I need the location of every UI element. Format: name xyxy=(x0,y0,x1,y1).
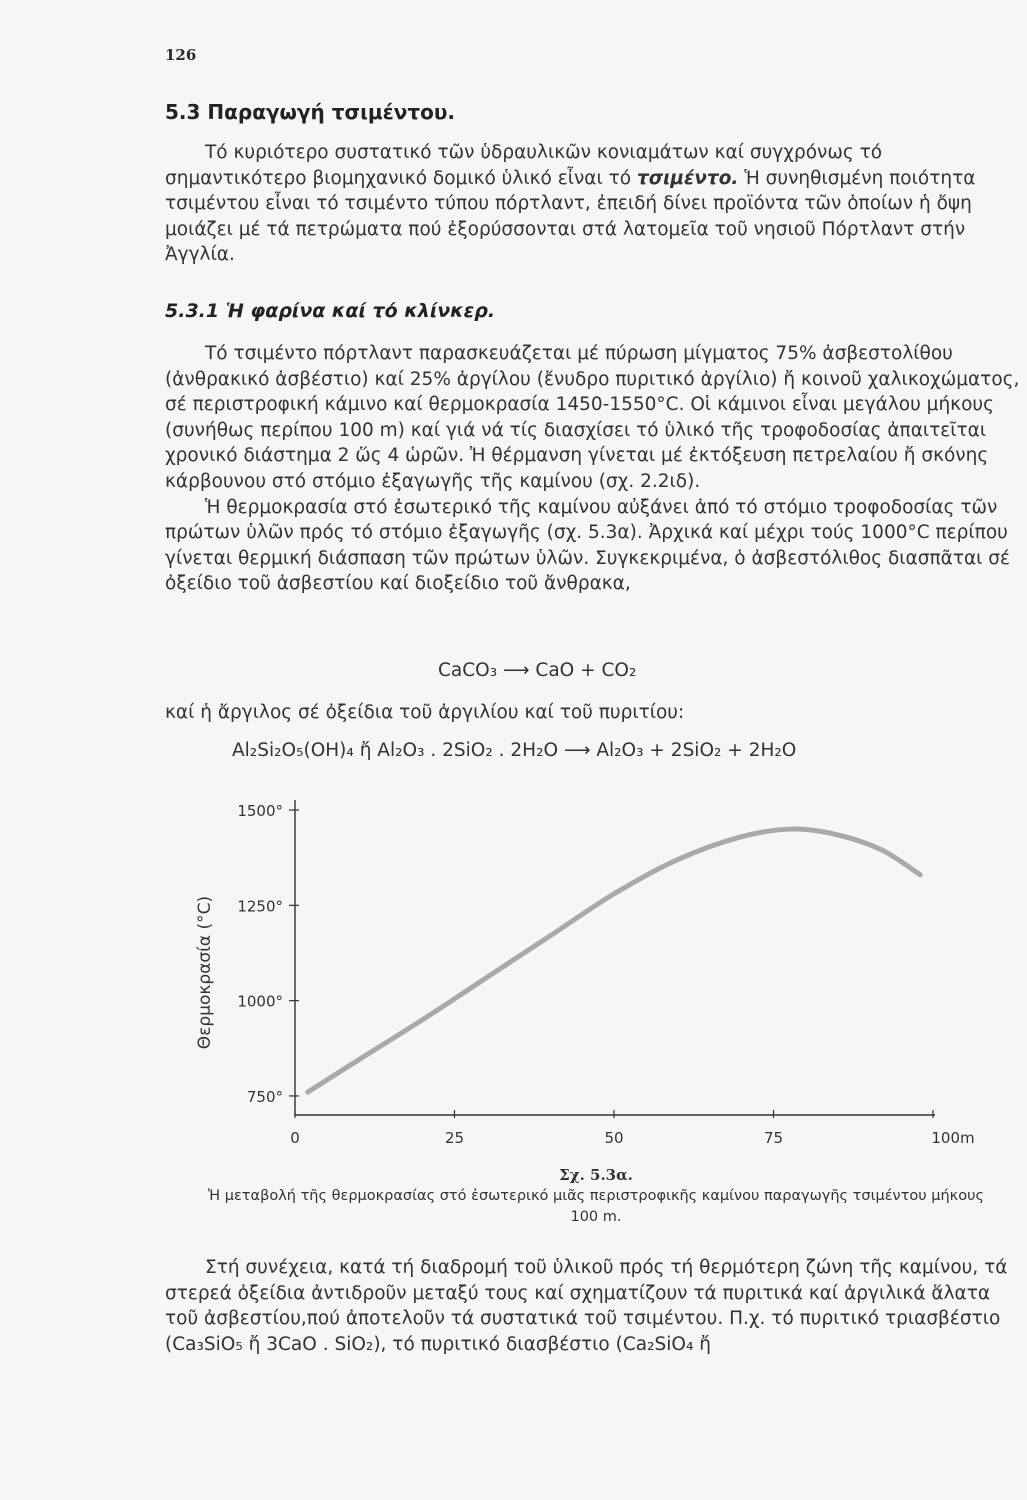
intro-paragraph xyxy=(165,140,1025,268)
y-tick-label: 1250° xyxy=(237,897,283,916)
paragraph-1: Τό τσιμέντο πόρτλαντ παρασκευάζεται μέ πύρωση μίγματος 75% ἀσβεστολίθου (ἀνθρακικό ἀσβέστιο) καί 25% ἀργίλου (ἔνυδρο πυριτικό ἀργίλιο) ἤ κοινοῦ χαλικοχώματος, σέ περιστροφική κάμινο καί θερμοκρασία 1450-1550°C. Οἱ κάμινοι εἶναι μεγάλου μήκους (συνήθως περίπου 100 m) καί γιά νά τίς διασχίσει τό ὑλικό τῆς τροφοδοσίας ἀπαιτεῖται χρονικό διάστημα 2 ὥς 4 ὡρῶν. Ἡ θέρμανση γίνεται μέ ἐκτόξευση πετρελαίου ἤ σκόνης κάρβουνου στό στόμιο ἐξαγωγῆς τῆς καμίνου (σχ. 2.2ιδ). xyxy=(165,343,1020,492)
y-tick-label: 1500° xyxy=(237,802,283,820)
paragraph-4-text: Στή συνέχεια, κατά τή διαδρομή τοῦ ὑλικοῦ πρός τή θερμότερη ζώνη τῆς καμίνου, τά στερεά ὀξείδια ἀντιδροῦν μεταξύ τους καί σχηματίζουν τά πυριτικά καί ἀργιλικά ἅλατα τοῦ ἀσβεστίου,πού ἀποτελοῦν τά συστατικά τοῦ τσιμέντου. Π.χ. τό πυριτικό τριασβέστιο (Ca₃SiO₅ ἤ 3CaO . SiO₂), τό πυριτικό διασβέστιο (Ca₂SiO₄ ἤ xyxy=(165,1257,1008,1355)
temperature-chart xyxy=(180,795,980,1145)
body-paragraphs xyxy=(165,341,1025,597)
figure-caption: Ἡ μεταβολή τῆς θερμοκρασίας στό ἐσωτερικό μιᾶς περιστροφικῆς καμίνου παραγωγῆς τσιμέντου μήκους 100 m. xyxy=(208,1188,984,1225)
intro-text-end: Ἡ συνηθισμένη ποιότητα τσιμέντου εἶναι τό τσιμέντο τύπου πόρτλαντ, ἐπειδή δίνει προϊόντα τῶν ὁποίων ἡ ὄψη μοιάζει μέ τά πετρώματα πού ἐξορύσσονται στά λατομεῖα τοῦ νησιοῦ Πόρτλαντ στήν Ἀγγλία. xyxy=(165,167,976,266)
chart-axes xyxy=(295,800,935,1115)
temperature-curve xyxy=(308,829,920,1092)
equation-1: CaCO₃ ⟶ CaO + CO₂ xyxy=(438,660,637,681)
x-tick-label: 100m xyxy=(931,1129,975,1145)
y-tick-label: 750° xyxy=(246,1087,283,1106)
paragraph-3: καί ἡ ἄργιλος σέ ὀξείδια τοῦ ἀργιλίου καί τοῦ πυριτίου: xyxy=(165,702,685,723)
page-number: 126 xyxy=(165,46,197,64)
x-tick-label: 50 xyxy=(604,1129,624,1145)
paragraph-2: Ἡ θερμοκρασία στό ἐσωτερικό τῆς καμίνου αὐξάνει ἀπό τό στόμιο τροφοδοσίας τῶν πρώτων ὑλῶν πρός τό στόμιο ἐξαγωγῆς (σχ. 5.3α). Ἀρχικά καί μέχρι τούς 1000°C περίπου γίνεται θερμική διάσπαση τῶν πρώτων ὑλῶν. Συγκεκριμένα, ὁ ἀσβεστόλιθος διασπᾶται σέ ὀξείδιο τοῦ ἀσβεστίου καί διοξείδιο τοῦ ἄνθρακα, xyxy=(165,496,1011,595)
y-tick-label: 1000° xyxy=(237,992,283,1011)
figure-label: Σχ. 5.3α. xyxy=(559,1166,633,1184)
figure-caption-block xyxy=(165,1165,1027,1228)
x-tick-label: 0 xyxy=(290,1129,300,1145)
x-tick-label: 25 xyxy=(444,1129,465,1145)
x-tick-label: 75 xyxy=(763,1129,784,1145)
intro-text-start: Τό κυριότερο συστατικό τῶν ὑδραυλικῶν κονιαμάτων καί συγχρόνως τό σημαντικότερο βιομηχανικό δομικό ὑλικό εἶναι τό xyxy=(165,142,883,189)
equation-2: Al₂Si₂O₅(OH)₄ ἤ Al₂O₃ . 2SiO₂ . 2H₂O ⟶ Al₂O₃ + 2SiO₂ + 2H₂O xyxy=(232,740,797,761)
intro-term: τσιμέντο. xyxy=(636,167,739,189)
subsection-title: 5.3.1 Ἡ φαρίνα καί τό κλίνκερ. xyxy=(165,300,496,322)
y-axis-label: Θερμοκρασία (°C) xyxy=(195,895,215,1050)
paragraph-4 xyxy=(165,1255,1025,1357)
section-title: 5.3 Παραγωγή τσιμέντου. xyxy=(165,100,455,124)
y-ticks xyxy=(237,802,299,1106)
